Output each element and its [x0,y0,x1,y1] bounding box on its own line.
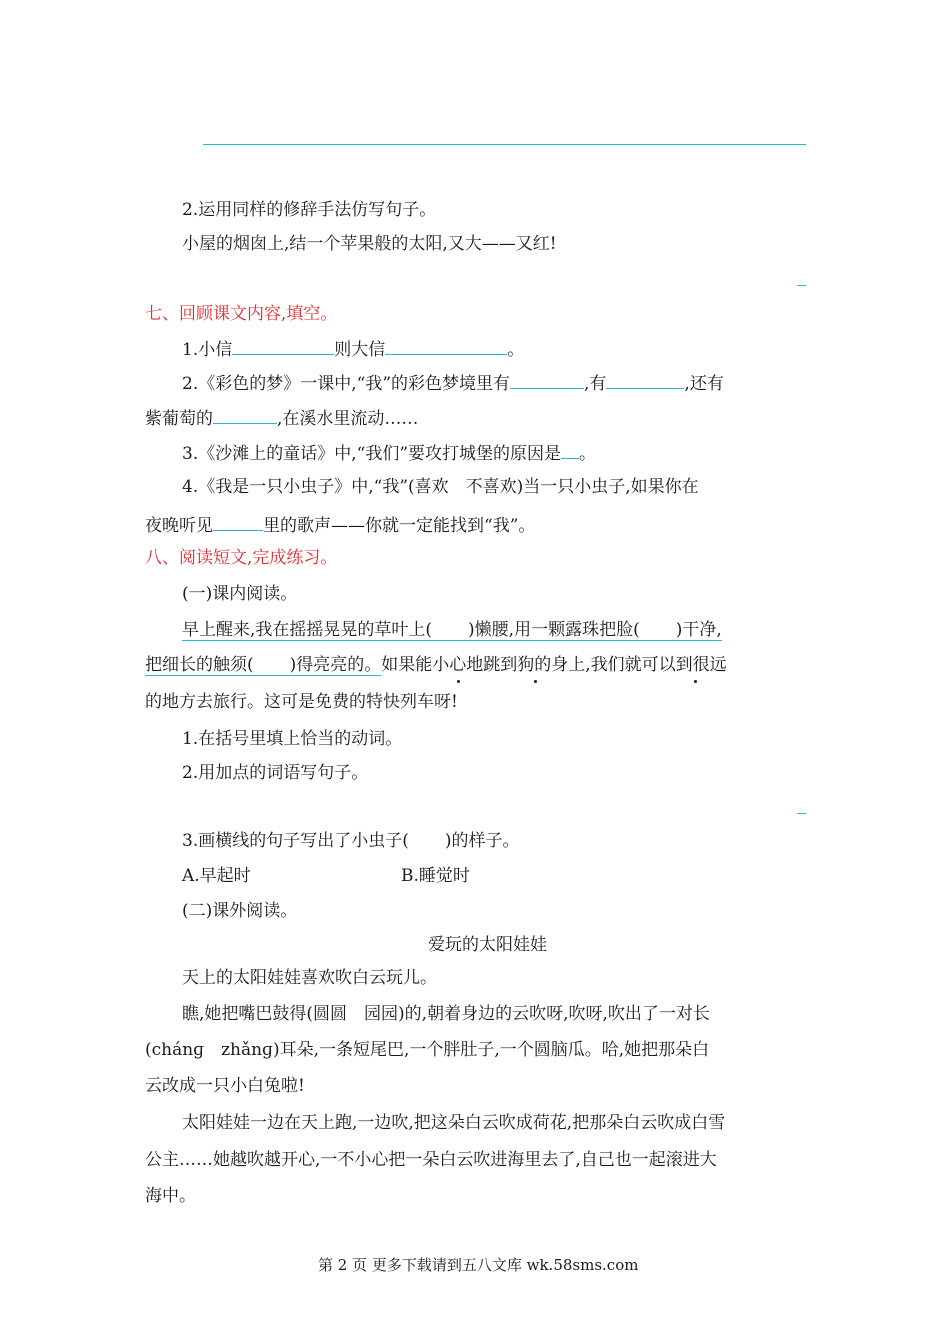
story-line-2: 瞧,她把嘴巴鼓得(圆圆 园园)的,朝着身边的云吹呀,吹呀,吹出了一对长 [182,1004,710,1024]
s7-q3 [182,440,596,466]
part-2-heading: (二)课外阅读。 [182,901,298,921]
blank-field[interactable] [561,440,579,459]
story-line-1: 天上的太阳娃娃喜欢吹白云玩儿。 [182,968,437,988]
passage-text: 如果能小心地跳到狗的身上,我们就可以到很远 [381,655,727,675]
s7-q1-text-a: 1.小信 [182,340,233,360]
s6-question-2: 2.运用同样的修辞手法仿写句子。 [182,200,437,220]
page-footer: 第 2 页 更多下载请到五八文库 wk.58sms.com [318,1256,639,1274]
s7-q1-text-b: 则大信 [334,340,386,360]
blank-field[interactable] [385,336,507,355]
s8-q3 [182,829,520,853]
option-a[interactable]: A.早起时 [182,866,251,886]
s8-q3-text-b: )的样子。 [444,831,520,851]
passage-line-1 [182,618,722,642]
blank-field[interactable] [232,336,334,355]
emphasis-dot [534,680,537,683]
s7-q2-text-a: 2.《彩色的梦》一课中,“我”的彩色梦境里有 [182,374,511,394]
story-line-3: (chánɡ zhǎnɡ)耳朵,一条短尾巴,一个胖肚子,一个圆脑瓜。哈,她把那朵白 [145,1040,710,1060]
underlined-sentence [145,655,381,676]
answer-line-top [203,144,806,145]
passage-line-2 [145,653,727,677]
option-b[interactable]: B.睡觉时 [401,866,470,886]
passage-text: 把细长的触须( [145,655,254,675]
s7-q4-text-b: 夜晚听见 [145,516,213,536]
blank-field[interactable] [213,405,277,424]
emphasis-dot [694,680,697,683]
section-7-title: 七、回顾课文内容,填空。 [145,304,338,324]
s7-q2-text-d: 紫葡萄的 [145,409,213,429]
s7-q2-text-c: ,还有 [684,374,724,394]
s8-q1: 1.在括号里填上恰当的动词。 [182,729,403,749]
s7-q4-cont [145,512,535,538]
story-line-6: 公主……她越吹越开心,一不小心把一朵白云吹进海里去了,自己也一起滚进大 [145,1150,717,1170]
s8-q2: 2.用加点的词语写句子。 [182,763,369,783]
story-line-4: 云改成一只小白兔啦! [145,1076,305,1096]
s7-q2-text-e: ,在溪水里流动…… [277,409,419,429]
story-title: 爱玩的太阳娃娃 [428,935,547,955]
s7-q1-text-c: 。 [507,340,525,360]
s7-q2 [182,370,724,396]
emphasis-dot [457,680,460,683]
underlined-sentence [182,620,722,641]
story-line-7: 海中。 [145,1186,196,1206]
passage-text: )得亮亮的。 [289,655,382,675]
part-1-heading: (一)课内阅读。 [182,584,298,604]
answer-dash-1 [797,285,806,286]
s7-q3-text-b: 。 [579,444,597,464]
section-8-title: 八、阅读短文,完成练习。 [145,548,338,568]
passage-text: 早上醒来,我在摇摇晃晃的草叶上( [182,620,433,640]
s7-q1 [182,336,524,362]
s7-q2-text-b: ,有 [584,374,607,394]
story-line-5: 太阳娃娃一边在天上跑,一边吹,把这朵白云吹成荷花,把那朵白云吹成白雪 [182,1113,726,1133]
blank-field[interactable] [606,370,684,389]
blank-field[interactable] [213,512,263,531]
passage-text: )干净, [675,620,722,640]
passage-line-3: 的地方去旅行。这可是免费的特快列车呀! [145,692,458,712]
answer-dash-2 [797,813,806,814]
s7-q4: 4.《我是一只小虫子》中,“我”(喜欢 不喜欢)当一只小虫子,如果你在 [182,477,699,497]
s7-q4-text-c: 里的歌声——你就一定能找到“我”。 [263,516,536,536]
passage-text: )懒腰,用一颗露珠把脸( [468,620,640,640]
s7-q3-text-a: 3.《沙滩上的童话》中,“我们”要攻打城堡的原因是 [182,444,562,464]
s7-q2-cont [145,405,418,431]
s8-q3-text-a: 3.画横线的句子写出了小虫子( [182,831,409,851]
blank-field[interactable] [510,370,584,389]
s6-example-sentence: 小屋的烟囱上,结一个苹果般的太阳,又大——又红! [182,234,557,254]
